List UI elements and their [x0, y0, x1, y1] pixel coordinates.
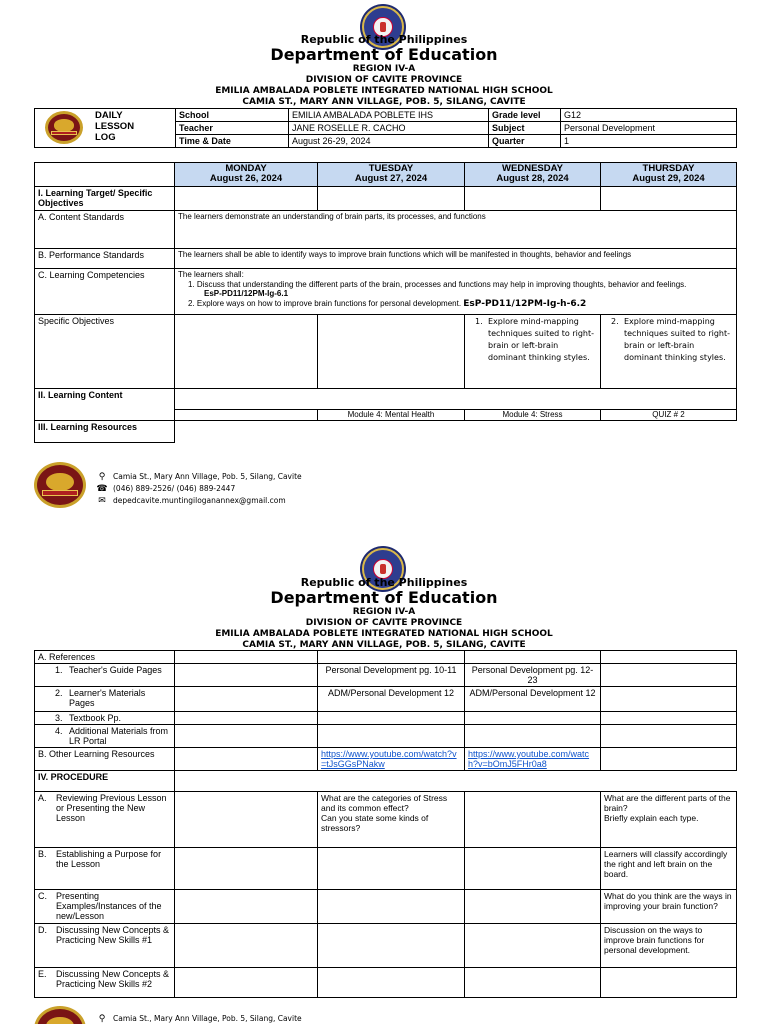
objective-thursday: 2. Explore mind-mapping techniques suited to right-brain or left-brain dominant thinking styles.: [601, 315, 737, 389]
objective-wednesday: 1. Explore mind-mapping techniques suited to right-brain or left-brain dominant thinking styles.: [465, 315, 601, 389]
teacher-label: Teacher: [176, 122, 289, 135]
page1-header: [0, 33, 768, 108]
learning-content-label: II. Learning Content: [35, 389, 175, 410]
dll-title-log: LOG: [95, 132, 116, 143]
republic-line: Republic of the Philippines: [300, 33, 468, 46]
grade-label: Grade level: [489, 109, 561, 122]
date-value: August 26-29, 2024: [289, 135, 489, 148]
competencies-label: C. Learning Competencies: [35, 269, 175, 315]
school-logo-icon: [34, 1006, 86, 1024]
school-logo-icon: [45, 111, 83, 144]
subject-value: Personal Development: [561, 122, 737, 135]
olr-tuesday-link[interactable]: https://www.youtube.com/watch?v=tJsGGsPNakw: [318, 748, 465, 771]
content-standards-text: The learners demonstrate an understanding of brain parts, its processes, and functions: [175, 211, 737, 249]
phone-icon: ☎: [96, 484, 108, 494]
content-wednesday: Module 4: Stress: [465, 410, 601, 421]
proc-a-thursday: What are the different parts of the brain? Briefly explain each type.: [601, 792, 737, 848]
school-name-line: EMILIA AMBALADA POBLETE INTEGRATED NATIONAL HIGH SCHOOL: [215, 86, 553, 96]
performance-standards-label: B. Performance Standards: [35, 249, 175, 269]
footer-phone: (046) 889-2526/ (046) 889-2447: [113, 484, 236, 493]
dll-title-lesson: LESSON: [95, 121, 135, 132]
day-header-thursday: THURSDAY August 29, 2024: [601, 163, 737, 187]
region-line: REGION IV-A: [352, 64, 416, 74]
subject-label: Subject: [489, 122, 561, 135]
dll-info-table: [34, 108, 737, 148]
performance-standards-text: The learners shall be able to identify ways to improve brain functions which will be manifested in thoughts, behavior and feelings: [175, 249, 737, 269]
content-thursday: QUIZ # 2: [601, 410, 737, 421]
proc-c-thursday: What do you think are the ways in improving your brain function?: [601, 890, 737, 924]
proc-d-thursday: Discussion on the ways to improve brain functions for personal development.: [601, 924, 737, 968]
division-line: DIVISION OF CAVITE PROVINCE: [305, 618, 463, 628]
tb-label: 3. Textbook Pp.: [35, 712, 175, 725]
competency1-code: EsP-PD11/12PM-Ig-6.1: [204, 289, 289, 298]
lm-wednesday: ADM/Personal Development 12: [465, 687, 601, 712]
lesson-table-page1: [34, 162, 737, 443]
learning-resources-label: III. Learning Resources: [35, 421, 175, 443]
lm-label: 2. Learner's Materials Pages: [35, 687, 175, 712]
address-line: CAMIA ST., MARY ANN VILLAGE, POB. 5, SILANG, CAVITE: [242, 97, 526, 107]
school-logo-icon: [34, 462, 86, 508]
tg-label: 1. Teacher's Guide Pages: [35, 664, 175, 687]
olr-wednesday-link[interactable]: https://www.youtube.com/watch?v=bOmJ5FHr0a8: [465, 748, 601, 771]
date-label: Time & Date: [176, 135, 289, 148]
day-header-monday: MONDAY August 26, 2024: [175, 163, 318, 187]
content-tuesday: Module 4: Mental Health: [318, 410, 465, 421]
page2-header: [0, 576, 768, 651]
day-header-tuesday: TUESDAY August 27, 2024: [318, 163, 465, 187]
am-label: 4. Additional Materials from LR Portal: [35, 725, 175, 748]
proc-e-label: E. Discussing New Concepts & Practicing New Skills #2: [35, 968, 175, 998]
content-standards-label: A. Content Standards: [35, 211, 175, 249]
quarter-label: Quarter: [489, 135, 561, 148]
empty-header-cell: [35, 163, 175, 187]
school-label: School: [176, 109, 289, 122]
department-title: Department of Education: [270, 588, 498, 607]
competencies-text: The learners shall: 1. Discuss that understanding the different parts of the brain, processes and functions may help in improving thoughts, behavior and feelings. EsP-PD11/12PM-Ig-6.1 2. Explore ways on how to improve brain functions for personal development. EsP-PD11/12PM-Ig-h-6.2: [175, 269, 737, 315]
proc-c-label: C. Presenting Examples/Instances of the new/Lesson: [35, 890, 175, 924]
footer-page1: [96, 471, 302, 507]
lesson-table-page2: [34, 650, 737, 998]
tg-wednesday: Personal Development pg. 12-23: [465, 664, 601, 687]
learning-target-label: I. Learning Target/ Specific Objectives: [35, 187, 175, 211]
proc-b-label: B. Establishing a Purpose for the Lesson: [35, 848, 175, 890]
dll-title-daily: DAILY: [95, 110, 123, 121]
teacher-value: JANE ROSELLE R. CACHO: [289, 122, 489, 135]
proc-a-label: A. Reviewing Previous Lesson or Presenting the New Lesson: [35, 792, 175, 848]
school-value: EMILIA AMBALADA POBLETE IHS: [289, 109, 489, 122]
lm-tuesday: ADM/Personal Development 12: [318, 687, 465, 712]
specific-objectives-label: Specific Objectives: [35, 315, 175, 389]
division-line: DIVISION OF CAVITE PROVINCE: [305, 75, 463, 85]
procedure-label: IV. PROCEDURE: [35, 771, 175, 792]
olr-label: B. Other Learning Resources: [35, 748, 175, 771]
references-label: A. References: [35, 651, 175, 664]
day-header-wednesday: WEDNESDAY August 28, 2024: [465, 163, 601, 187]
competency2-code: EsP-PD11/12PM-Ig-h-6.2: [463, 298, 587, 309]
tg-tuesday: Personal Development pg. 10-11: [318, 664, 465, 687]
mail-icon: ✉: [98, 496, 106, 506]
proc-b-thursday: Learners will classify accordingly the right and left brain on the board.: [601, 848, 737, 890]
footer-address: Camia St., Mary Ann Village, Pob. 5, Silang, Cavite: [113, 1014, 302, 1023]
dll-title-cell: [35, 109, 176, 148]
footer-address: Camia St., Mary Ann Village, Pob. 5, Silang, Cavite: [113, 472, 302, 481]
footer-page2: [96, 1013, 302, 1024]
location-pin-icon: ⚲: [98, 1014, 106, 1024]
location-pin-icon: ⚲: [98, 472, 106, 482]
address-line: CAMIA ST., MARY ANN VILLAGE, POB. 5, SILANG, CAVITE: [242, 640, 526, 650]
school-name-line: EMILIA AMBALADA POBLETE INTEGRATED NATIONAL HIGH SCHOOL: [215, 629, 553, 639]
footer-email: depedcavite.muntingiloganannex@gmail.com: [113, 496, 286, 505]
quarter-value: 1: [561, 135, 737, 148]
republic-line: Republic of the Philippines: [300, 576, 468, 589]
grade-value: G12: [561, 109, 737, 122]
proc-d-label: D. Discussing New Concepts & Practicing New Skills #1: [35, 924, 175, 968]
department-title: Department of Education: [270, 45, 498, 64]
region-line: REGION IV-A: [352, 607, 416, 617]
proc-a-tuesday: What are the categories of Stress and its common effect? Can you state some kinds of stressors?: [318, 792, 465, 848]
